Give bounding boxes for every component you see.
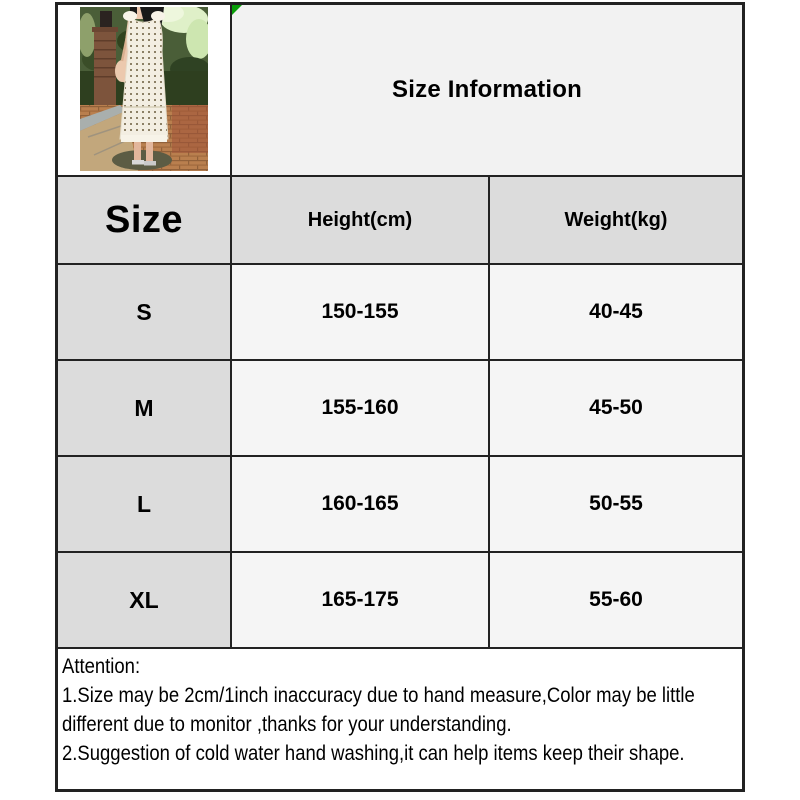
weight-value-xl: 55-60: [490, 553, 742, 647]
size-label-m: M: [58, 361, 232, 455]
height-value-xl: 165-175: [232, 553, 490, 647]
table-header-row: [58, 177, 742, 265]
column-header-height: Height(cm): [232, 177, 490, 263]
size-information-header-cell: [232, 5, 742, 175]
product-photo: [80, 7, 208, 171]
size-label-l: L: [58, 457, 232, 551]
height-value-s: 150-155: [232, 265, 490, 359]
green-corner-marker-icon: [232, 5, 242, 15]
table-row-xl: [58, 553, 742, 649]
table-row-s: [58, 265, 742, 361]
attention-line-2: different due to monitor ,thanks for your understanding.: [62, 713, 512, 736]
table-row-m: [58, 361, 742, 457]
product-photo-cell: [58, 5, 232, 175]
weight-value-l: 50-55: [490, 457, 742, 551]
size-chart-table: [55, 2, 745, 792]
table-row: [58, 5, 742, 177]
column-header-weight: Weight(kg): [490, 177, 742, 263]
height-value-m: 155-160: [232, 361, 490, 455]
weight-value-s: 40-45: [490, 265, 742, 359]
table-row-l: [58, 457, 742, 553]
attention-heading: Attention:: [62, 655, 141, 678]
attention-line-3: 2.Suggestion of cold water hand washing,it can help items keep their shape.: [62, 742, 685, 765]
attention-line-1: 1.Size may be 2cm/1inch inaccuracy due to hand measure,Color may be little: [62, 684, 695, 707]
size-label-s: S: [58, 265, 232, 359]
weight-value-m: 45-50: [490, 361, 742, 455]
column-header-size: Size: [58, 177, 232, 263]
attention-note: [58, 649, 742, 789]
size-information-title: Size Information: [392, 76, 582, 103]
height-value-l: 160-165: [232, 457, 490, 551]
size-label-xl: XL: [58, 553, 232, 647]
